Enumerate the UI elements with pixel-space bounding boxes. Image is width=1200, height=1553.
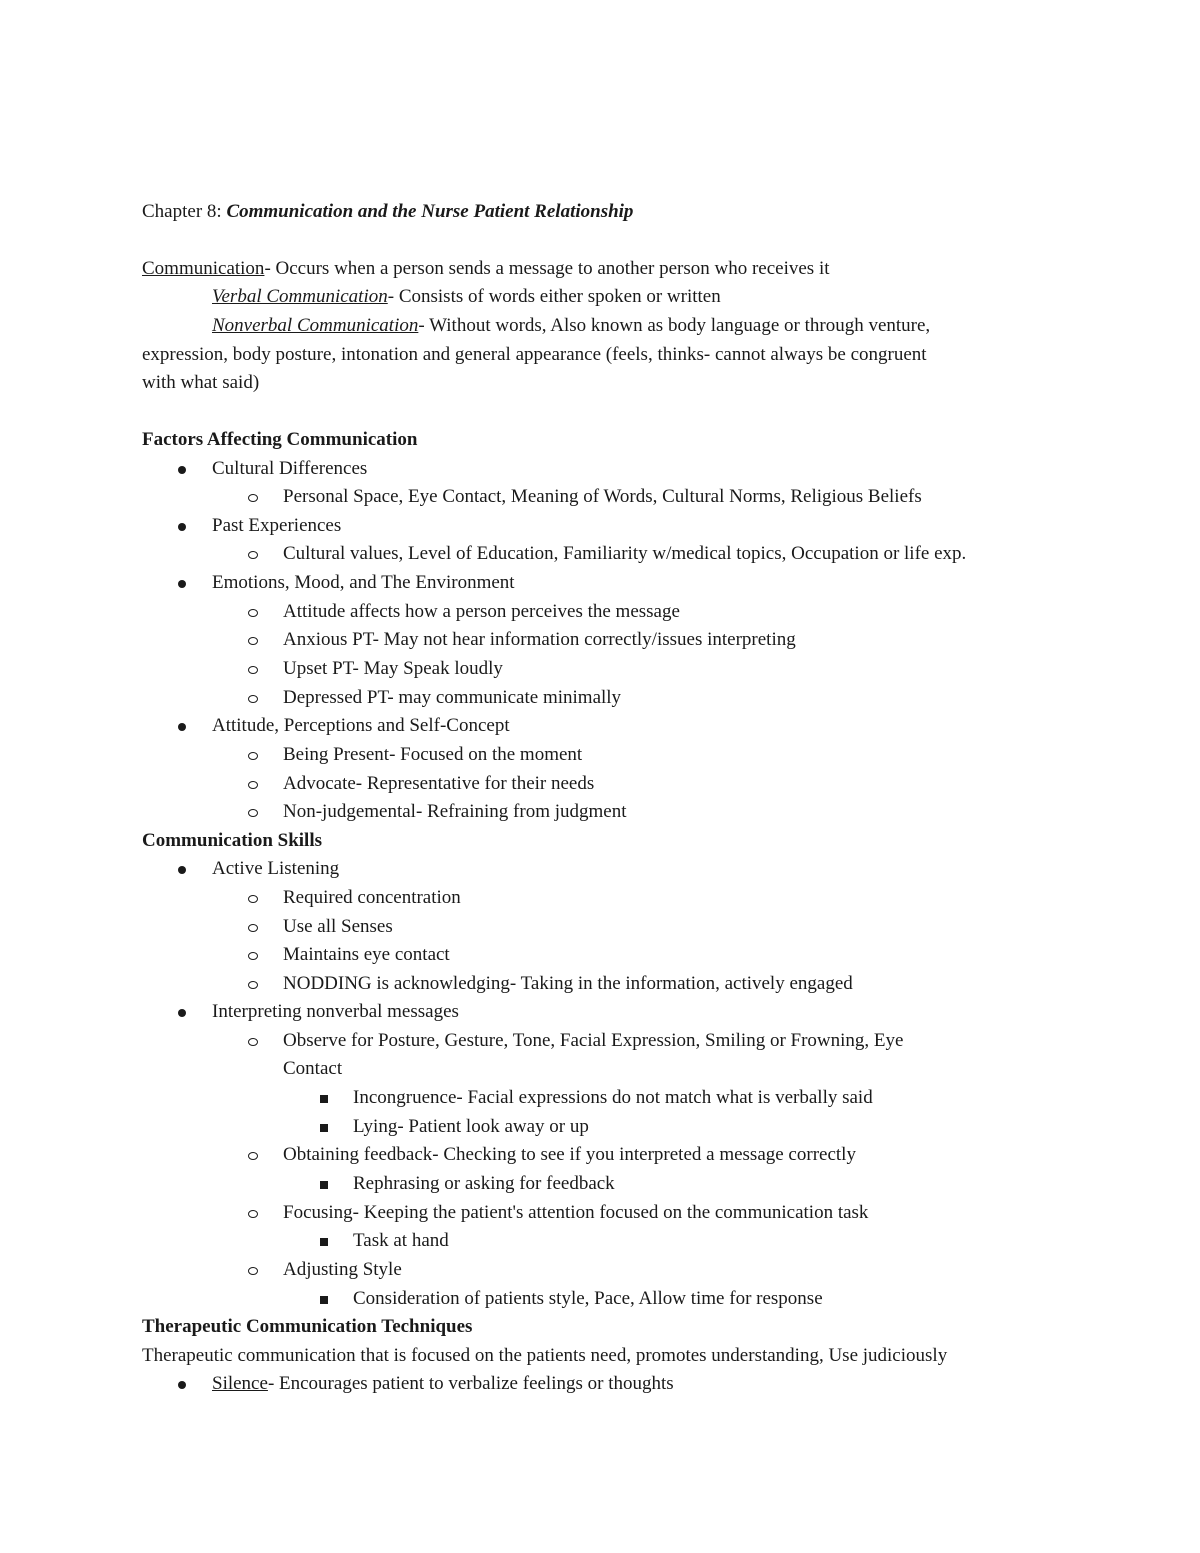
bullet-circle — [243, 684, 263, 712]
nonverbal-def-2: expression, body posture, intonation and general appearance (feels, thinks- cannot always be congruent — [142, 344, 927, 365]
bullet-circle — [243, 770, 263, 798]
bullet-circle — [243, 598, 263, 626]
list-item: Non-judgemental- Refraining from judgment — [283, 801, 627, 822]
list-item: Upset PT- May Speak loudly — [283, 658, 503, 679]
communication-definition — [142, 255, 830, 283]
list-item: Maintains eye contact — [283, 944, 450, 965]
bullet-circle — [243, 1027, 263, 1055]
chapter-main-title: Communication and the Nurse Patient Relationship — [226, 201, 634, 222]
list-item: NODDING is acknowledging- Taking in the information, actively engaged — [283, 973, 853, 994]
bullet-dot — [172, 998, 192, 1026]
bullet-square — [314, 1227, 334, 1255]
list-item: Emotions, Mood, and The Environment — [212, 572, 515, 593]
list-item: Obtaining feedback- Checking to see if you interpreted a message correctly — [283, 1144, 856, 1165]
list-item: Incongruence- Facial expressions do not match what is verbally said — [353, 1087, 873, 1108]
nonverbal-def-1: - Without words, Also known as body language or through venture, — [418, 315, 931, 336]
list-item: Active Listening — [212, 858, 340, 879]
list-item: Interpreting nonverbal messages — [212, 1001, 459, 1022]
bullet-circle — [243, 741, 263, 769]
therapeutic-intro: Therapeutic communication that is focused on the patients need, promotes understanding, Use judiciously — [142, 1345, 948, 1366]
list-item: Observe for Posture, Gesture, Tone, Facial Expression, Smiling or Frowning, Eye — [283, 1030, 904, 1051]
bullet-dot — [172, 512, 192, 540]
bullet-circle — [243, 941, 263, 969]
therapeutic-heading: Therapeutic Communication Techniques — [142, 1316, 473, 1337]
chapter-prefix: Chapter 8: — [142, 201, 227, 222]
bullet-circle — [243, 970, 263, 998]
bullet-circle — [243, 913, 263, 941]
bullet-circle — [243, 798, 263, 826]
bullet-circle — [243, 540, 263, 568]
bullet-square — [314, 1084, 334, 1112]
nonverbal-communication — [212, 312, 930, 340]
bullet-square — [314, 1113, 334, 1141]
bullet-dot — [172, 569, 192, 597]
communication-term: Communication — [142, 258, 265, 279]
list-item: Depressed PT- may communicate minimally — [283, 687, 622, 708]
silence-item — [212, 1370, 674, 1398]
list-item: Past Experiences — [212, 515, 342, 536]
list-item: Attitude affects how a person perceives the message — [283, 601, 680, 622]
bullet-dot — [172, 455, 192, 483]
verbal-def: - Consists of words either spoken or written — [387, 286, 721, 307]
list-item: Use all Senses — [283, 916, 393, 937]
list-item: Focusing- Keeping the patient's attention focused on the communication task — [283, 1202, 869, 1223]
nonverbal-term: Nonverbal Communication — [212, 315, 419, 336]
bullet-dot — [172, 1370, 192, 1398]
bullet-circle — [243, 483, 263, 511]
bullet-circle — [243, 1199, 263, 1227]
list-item: Rephrasing or asking for feedback — [353, 1173, 615, 1194]
list-item: Adjusting Style — [283, 1259, 402, 1280]
chapter-title — [142, 198, 633, 226]
verbal-communication — [212, 283, 721, 311]
list-item: Anxious PT- May not hear information correctly/issues interpreting — [283, 629, 796, 650]
list-item: Advocate- Representative for their needs — [283, 773, 595, 794]
list-item: Being Present- Focused on the moment — [283, 744, 583, 765]
bullet-circle — [243, 884, 263, 912]
list-item: Task at hand — [353, 1230, 449, 1251]
communication-def: - Occurs when a person sends a message to another person who receives it — [264, 258, 830, 279]
silence-def: - Encourages patient to verbalize feelings or thoughts — [267, 1373, 674, 1394]
list-item: Attitude, Perceptions and Self-Concept — [212, 715, 510, 736]
list-item: Consideration of patients style, Pace, Allow time for response — [353, 1288, 823, 1309]
silence-term: Silence — [212, 1373, 268, 1394]
list-item: Cultural values, Level of Education, Familiarity w/medical topics, Occupation or life exp. — [283, 543, 967, 564]
list-item: Required concentration — [283, 887, 461, 908]
bullet-circle — [243, 1256, 263, 1284]
bullet-dot — [172, 712, 192, 740]
bullet-square — [314, 1170, 334, 1198]
bullet-circle — [243, 1141, 263, 1169]
nonverbal-def-3: with what said) — [142, 372, 260, 393]
list-item: Lying- Patient look away or up — [353, 1116, 589, 1137]
list-item: Personal Space, Eye Contact, Meaning of Words, Cultural Norms, Religious Beliefs — [283, 486, 922, 507]
skills-heading: Communication Skills — [142, 830, 323, 851]
bullet-circle — [243, 655, 263, 683]
factors-heading: Factors Affecting Communication — [142, 429, 418, 450]
list-item: Cultural Differences — [212, 458, 368, 479]
list-item-continued: Contact — [283, 1058, 343, 1079]
bullet-dot — [172, 855, 192, 883]
bullet-square — [314, 1285, 334, 1313]
bullet-circle — [243, 626, 263, 654]
verbal-term: Verbal Communication — [212, 286, 388, 307]
